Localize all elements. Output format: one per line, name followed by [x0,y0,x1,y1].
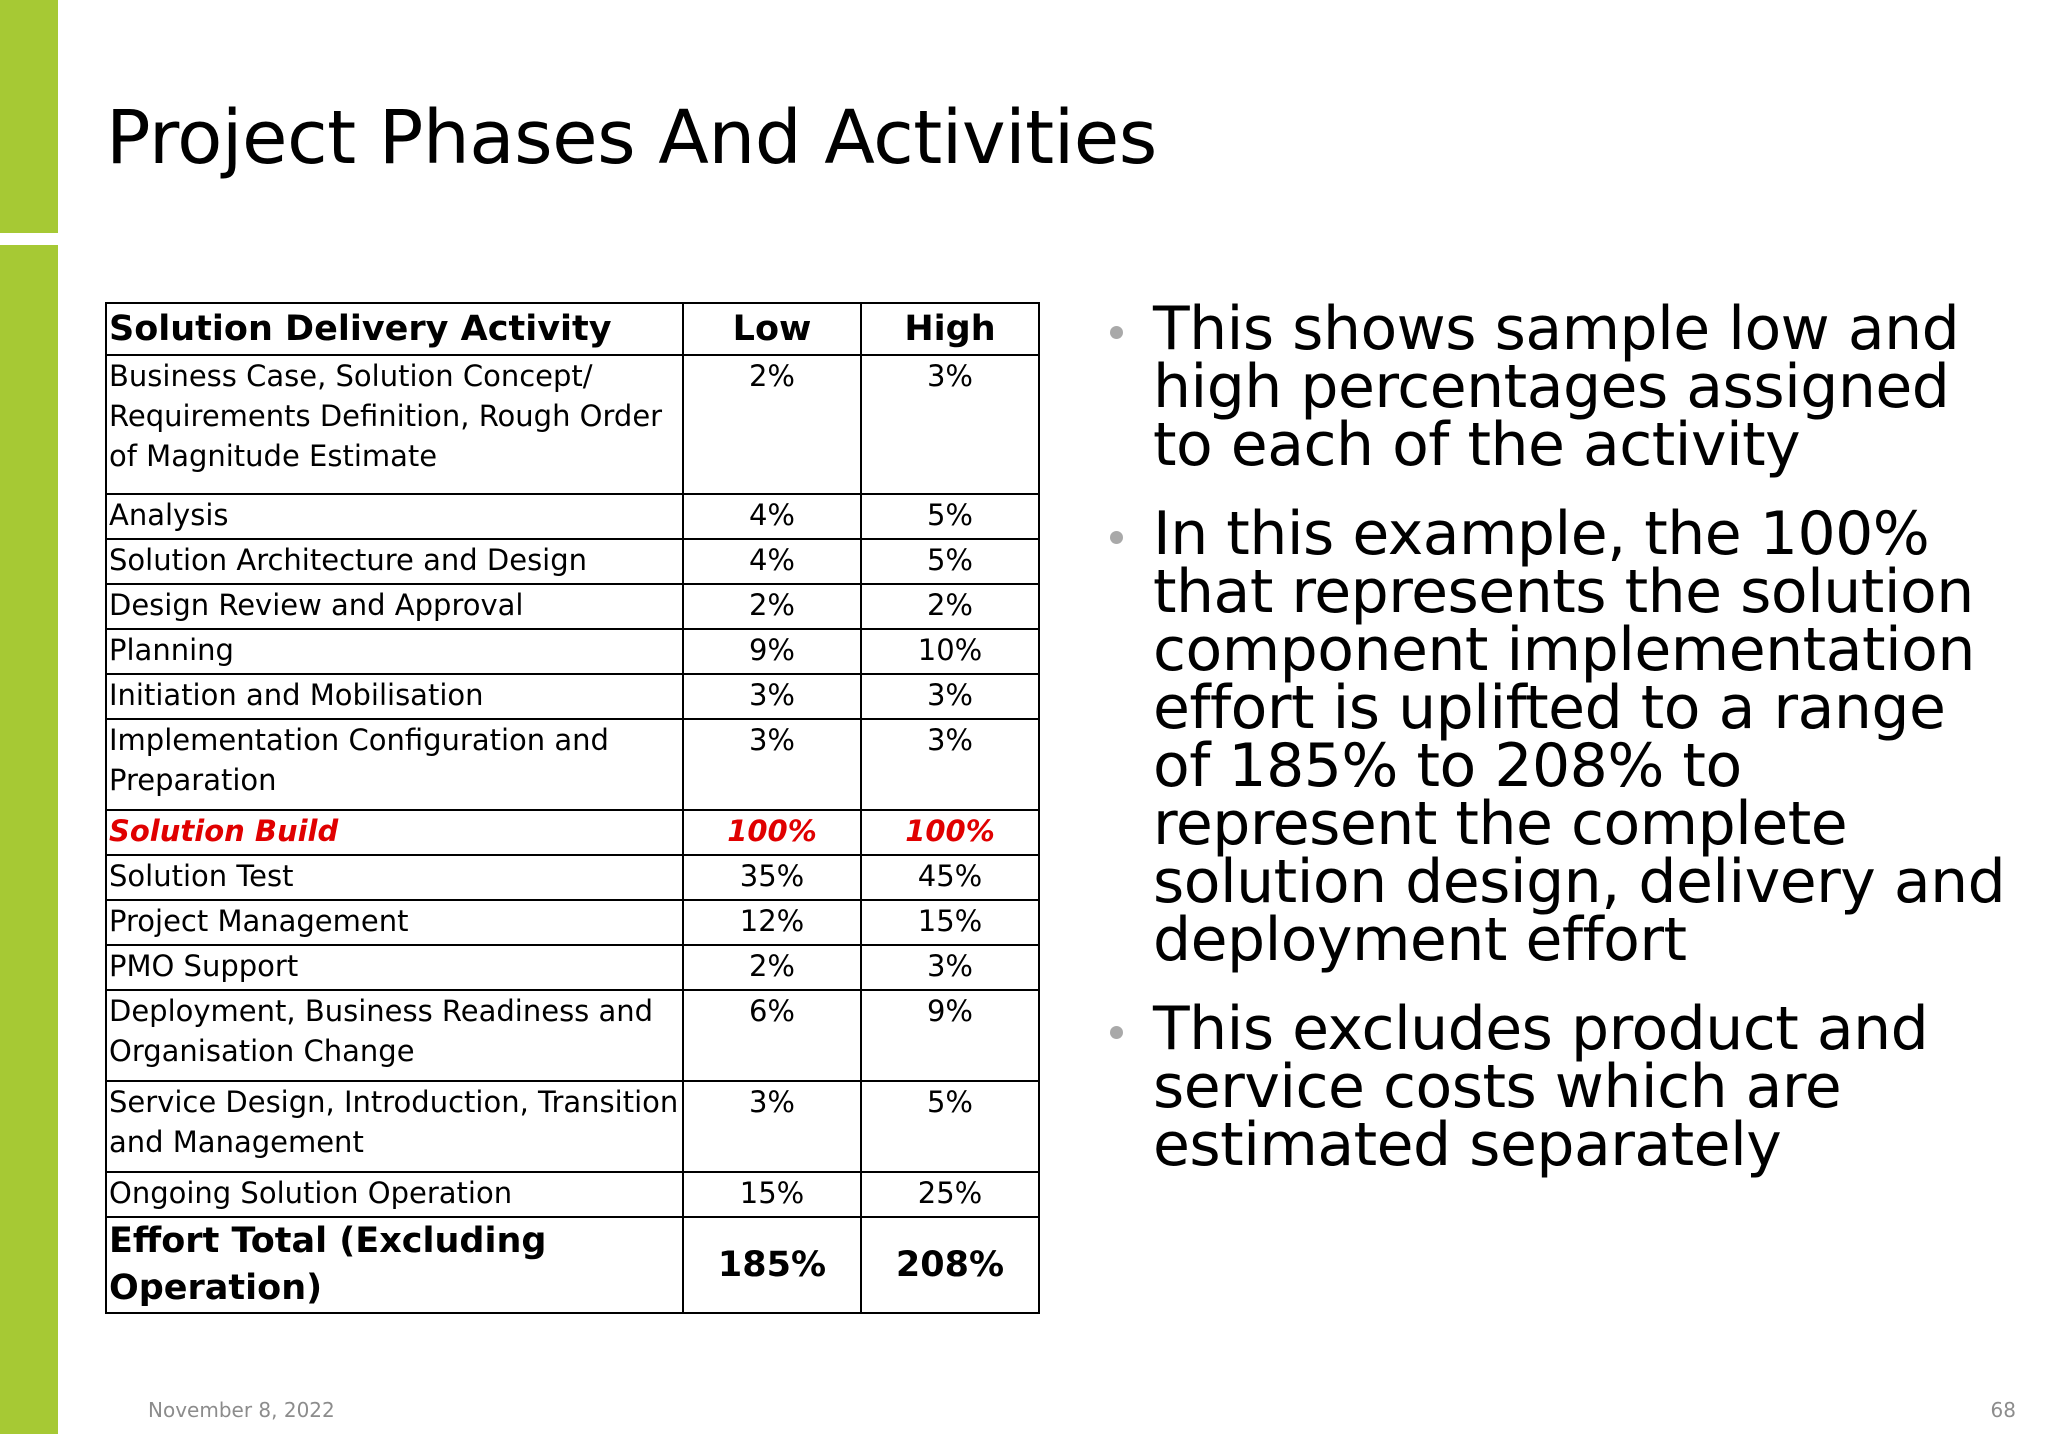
high-cell: 10% [861,629,1039,674]
table-row [106,674,1039,719]
table-total-row [106,1217,1039,1313]
bullet-dot-icon [1110,531,1123,544]
activity-cell: Solution Test [106,855,683,900]
slide-title: Project Phases And Activities [106,95,1157,181]
bullet-item [1098,499,2018,975]
high-cell: 9% [861,990,1039,1081]
low-cell: 2% [683,355,861,494]
total-label-cell: Effort Total (Excluding Operation) [106,1217,683,1313]
high-cell: 3% [861,945,1039,990]
low-cell: 2% [683,584,861,629]
table-header-row [106,303,1039,355]
activity-cell: Solution Build [106,810,683,855]
bullet-item [1098,994,2018,1180]
high-cell: 25% [861,1172,1039,1217]
activity-cell: Analysis [106,494,683,539]
table-row [106,355,1039,494]
table-row [106,900,1039,945]
activity-cell: Design Review and Approval [106,584,683,629]
low-cell: 2% [683,945,861,990]
low-cell: 3% [683,719,861,810]
high-cell: 100% [861,810,1039,855]
activity-cell: Project Management [106,900,683,945]
bullet-text: This excludes product and service costs which are estimated separately [1153,994,1929,1180]
header-activity: Solution Delivery Activity [106,303,683,355]
low-cell: 100% [683,810,861,855]
header-low: Low [683,303,861,355]
total-high-cell: 208% [861,1217,1039,1313]
high-cell: 5% [861,539,1039,584]
bullet-text: This shows sample low and high percentages assigned to each of the activity [1153,294,1960,480]
high-cell: 5% [861,494,1039,539]
table-row [106,629,1039,674]
activity-cell: Service Design, Introduction, Transition and Management [106,1081,683,1172]
bullet-dot-icon [1110,1026,1123,1039]
low-cell: 4% [683,539,861,584]
page-number: 68 [1990,1398,2016,1422]
accent-bar-top [0,0,58,233]
activity-cell: Solution Architecture and Design [106,539,683,584]
table-row [106,539,1039,584]
high-cell: 15% [861,900,1039,945]
high-cell: 5% [861,1081,1039,1172]
high-cell: 3% [861,674,1039,719]
total-low-cell: 185% [683,1217,861,1313]
table-row [106,990,1039,1081]
high-cell: 45% [861,855,1039,900]
low-cell: 6% [683,990,861,1081]
bullet-dot-icon [1110,326,1123,339]
bullet-list [1098,294,2018,1205]
header-high: High [861,303,1039,355]
low-cell: 9% [683,629,861,674]
table-row [106,1081,1039,1172]
activity-cell: Planning [106,629,683,674]
activity-cell: Initiation and Mobilisation [106,674,683,719]
bullet-text: In this example, the 100% that represents the solution component implementation effort is uplifted to a range of 185% to 208% to represent the complete solution design, delivery and deployment effort [1153,499,2006,975]
table-row-highlighted [106,810,1039,855]
high-cell: 3% [861,719,1039,810]
low-cell: 35% [683,855,861,900]
activity-cell: Ongoing Solution Operation [106,1172,683,1217]
activity-cell: PMO Support [106,945,683,990]
accent-bar-side [0,245,58,1434]
high-cell: 3% [861,355,1039,494]
table-row [106,719,1039,810]
low-cell: 3% [683,1081,861,1172]
table-row [106,494,1039,539]
activity-cell: Deployment, Business Readiness and Organisation Change [106,990,683,1081]
table-row [106,855,1039,900]
low-cell: 3% [683,674,861,719]
table-row [106,584,1039,629]
low-cell: 15% [683,1172,861,1217]
activity-cell: Implementation Configuration and Preparation [106,719,683,810]
high-cell: 2% [861,584,1039,629]
footer-date: November 8, 2022 [148,1398,335,1422]
bullet-item [1098,294,2018,480]
table-row [106,945,1039,990]
low-cell: 4% [683,494,861,539]
activity-cell: Business Case, Solution Concept/ Requirements Definition, Rough Order of Magnitude Estimate [106,355,683,494]
activity-table [105,302,1040,1314]
low-cell: 12% [683,900,861,945]
table-row [106,1172,1039,1217]
